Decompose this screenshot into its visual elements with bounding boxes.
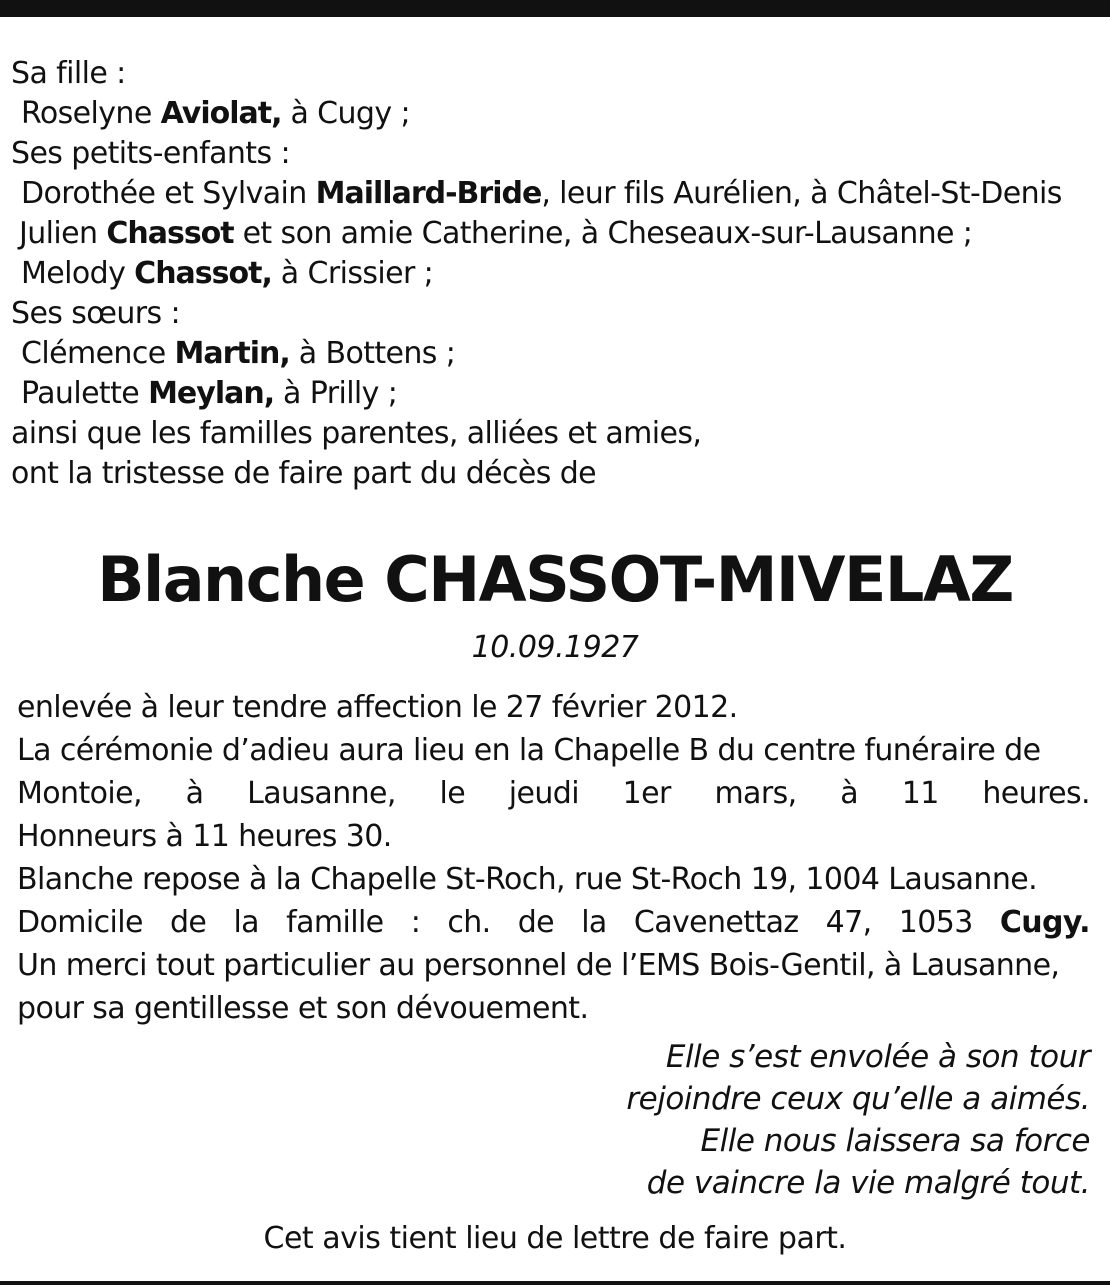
family-heading-sisters: Ses sœurs : bbox=[11, 296, 181, 331]
notice-line: enlevée à leur tendre affection le 27 février 2012. bbox=[17, 690, 738, 725]
surname: Martin, bbox=[174, 336, 290, 371]
family-heading-grandchildren: Ses petits-enfants : bbox=[11, 136, 290, 171]
town-name: Cugy. bbox=[999, 905, 1090, 940]
notice-line: La cérémonie d’adieu aura lieu en la Chapelle B du centre funéraire de bbox=[17, 733, 1041, 768]
notice-line-justified: Montoie, à Lausanne, le jeudi 1er mars, à 11 heures. bbox=[17, 776, 1090, 811]
family-member-line: Julien Chassot et son amie Catherine, à Cheseaux-sur-Lausanne ; bbox=[19, 216, 973, 251]
birth-date: 10.09.1927 bbox=[471, 630, 639, 665]
poem-line: de vaincre la vie malgré tout. bbox=[646, 1165, 1090, 1201]
notice-line: Un merci tout particulier au personnel de l’EMS Bois-Gentil, à Lausanne, bbox=[17, 948, 1060, 983]
family-member-line: Roselyne Aviolat, à Cugy ; bbox=[21, 96, 410, 131]
notice-line: Honneurs à 11 heures 30. bbox=[17, 819, 392, 854]
family-member-line: Paulette Meylan, à Prilly ; bbox=[21, 376, 398, 411]
family-others-line: ainsi que les familles parentes, alliées et amies, bbox=[11, 416, 702, 451]
family-heading-daughter: Sa fille : bbox=[11, 56, 126, 91]
notice-line-justified: Domicile de la famille : ch. de la Cavenettaz 47, 1053 Cugy. bbox=[17, 901, 1090, 944]
family-member-line: Melody Chassot, à Crissier ; bbox=[21, 256, 434, 291]
poem-line: Elle nous laissera sa force bbox=[700, 1123, 1090, 1159]
surname: Meylan, bbox=[148, 376, 275, 411]
top-rule bbox=[0, 0, 1110, 17]
surname: Aviolat, bbox=[160, 96, 282, 131]
surname: Maillard-Bride bbox=[315, 176, 542, 211]
surname: Chassot bbox=[106, 216, 234, 251]
surname: Chassot, bbox=[134, 256, 272, 291]
closing-note: Cet avis tient lieu de lettre de faire part. bbox=[263, 1221, 847, 1256]
poem-line: Elle s’est envolée à son tour bbox=[665, 1039, 1090, 1075]
family-member-line: Clémence Martin, à Bottens ; bbox=[21, 336, 456, 371]
poem bbox=[390, 1036, 1090, 1204]
deceased-name: Blanche CHASSOT-MIVELAZ bbox=[97, 543, 1013, 616]
poem-line: rejoindre ceux qu’elle a aimés. bbox=[626, 1081, 1090, 1117]
announcement-line: ont la tristesse de faire part du décès de bbox=[11, 456, 597, 491]
notice-line: pour sa gentillesse et son dévouement. bbox=[17, 991, 589, 1026]
notice-body bbox=[17, 686, 1090, 1030]
family-list bbox=[11, 54, 1101, 494]
notice-line: Blanche repose à la Chapelle St-Roch, rue St-Roch 19, 1004 Lausanne. bbox=[17, 862, 1038, 897]
family-member-line: Dorothée et Sylvain Maillard-Bride, leur fils Aurélien, à Châtel-St-Denis bbox=[21, 176, 1062, 211]
bottom-rule bbox=[0, 1281, 1110, 1285]
